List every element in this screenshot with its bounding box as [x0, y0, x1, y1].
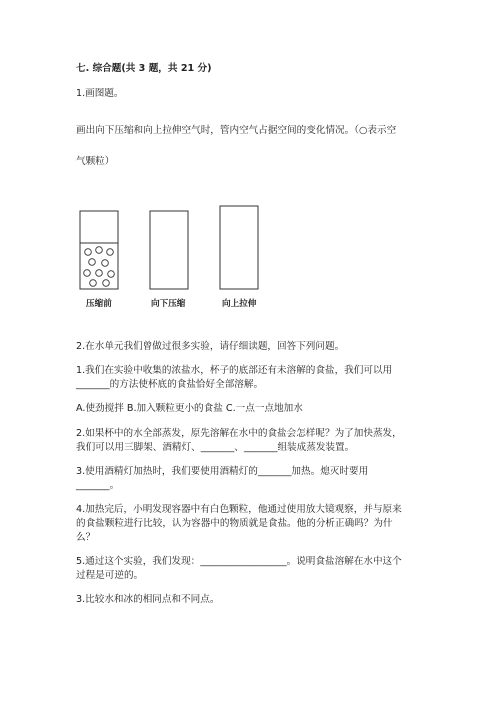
air-tube-figure	[70, 205, 280, 315]
section-title: 七. 综合题(共 3 题，共 21 分)	[76, 63, 212, 74]
tube-stretched	[220, 206, 258, 289]
question-2-sub1-options: A.使劲搅拌 B.加入颗粒更小的食盐 C.一点一点地加水	[76, 403, 303, 414]
question-2-sub5-line2: 过程是可逆的。	[76, 570, 144, 581]
question-2-sub3-line1: 3.使用酒精灯加热时，我们要使用酒精灯的_______加热。熄灭时要用	[76, 466, 369, 477]
question-2-sub5-line1: 5.通过这个实验，我们发现：__________________。说明食盐溶解在水中这个	[76, 556, 402, 567]
caption-before: 压缩前	[86, 299, 112, 309]
question-2-intro: 2.在水单元我们曾做过很多实验，请仔细读题，回答下列问题。	[76, 341, 345, 352]
caption-stretch: 向上拉伸	[222, 299, 257, 309]
question-3-text: 3.比较水和冰的相同点和不同点。	[76, 594, 220, 605]
question-2-sub2-line1: 2.如果杯中的水全部蒸发，原先溶解在水中的食盐会怎样呢？为了加快蒸发，	[76, 428, 402, 439]
question-2-sub2-line2: 我们可以用三脚架、酒精灯、_______、_______组装成蒸发装置。	[76, 442, 355, 453]
air-particles	[84, 247, 115, 287]
question-2-sub4-line2: 的食盐颗粒进行比较，认为容器中的物质就是食盐。他的分析正确吗？为什	[76, 518, 393, 529]
question-2-sub4-line1: 4.加热完后，小明发现容器中有白色颗粒，他通过使用放大镜观察，并与原来	[76, 504, 402, 515]
question-1-text-line2: 气颗粒）	[76, 156, 115, 167]
caption-compress: 向下压缩	[151, 299, 186, 309]
question-2-sub1-line1: 1.我们在实验中收集的浓盐水，杯子的底部还有未溶解的食盐，我们可以用	[76, 365, 393, 376]
question-1-text-line1: 画出向下压缩和向上拉伸空气时，管内空气占据空间的变化情况。（○表示空	[76, 125, 397, 136]
tube-compressed	[150, 211, 188, 289]
question-2-sub4-line3: 么？	[76, 532, 96, 543]
question-2-sub3-line2: _______。	[76, 480, 120, 491]
question-1-title: 1.画图题。	[76, 88, 124, 99]
question-2-sub1-line2: _______的方法使杯底的食盐恰好全部溶解。	[76, 379, 264, 390]
